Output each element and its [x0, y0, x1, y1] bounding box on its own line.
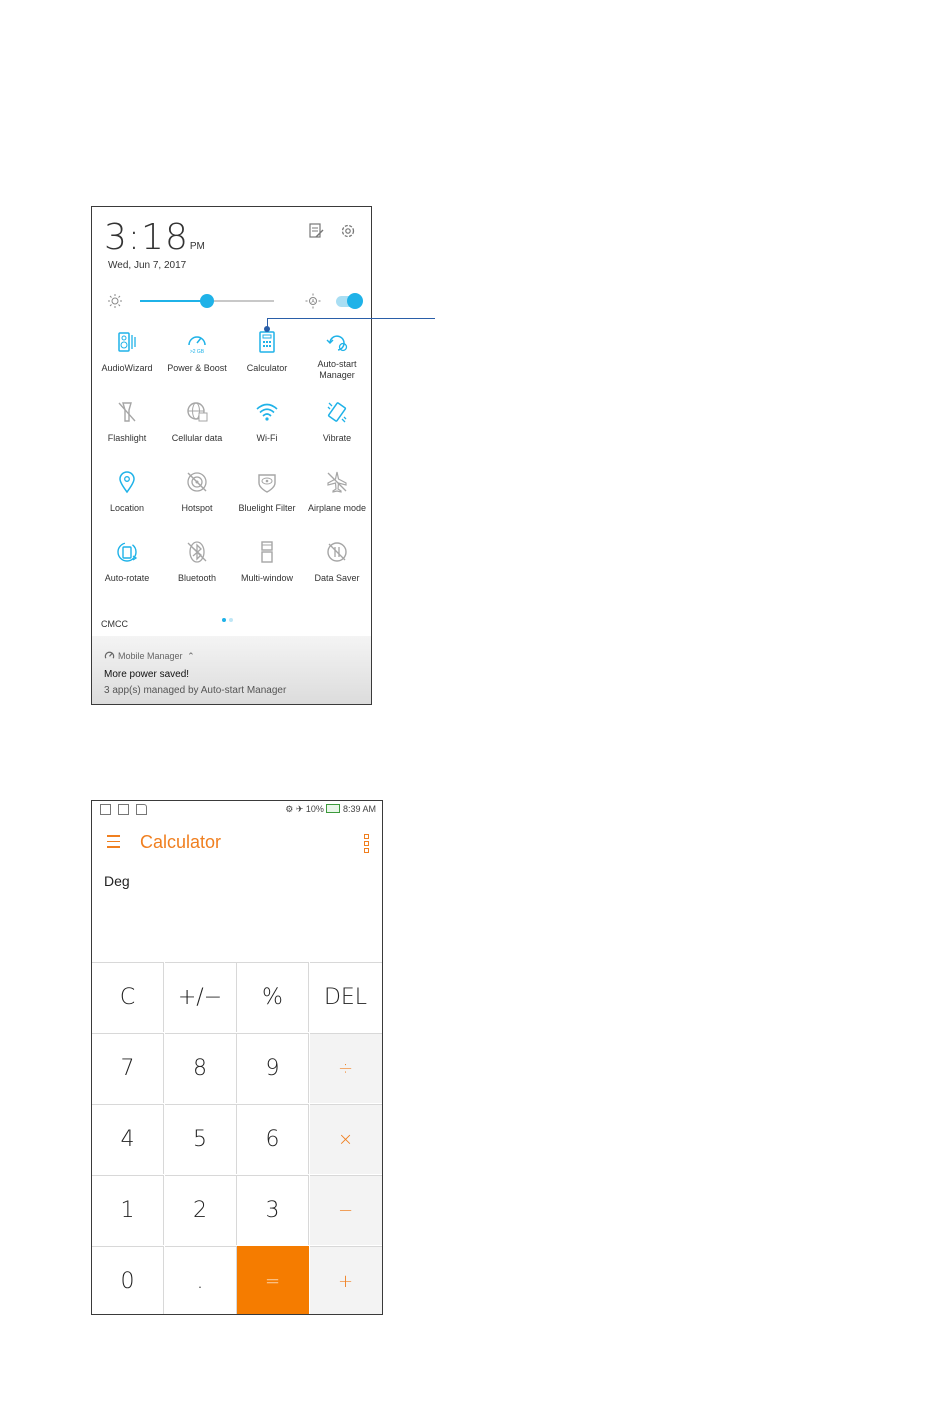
app-bar: [92, 829, 382, 859]
tile-bluetooth[interactable]: [162, 539, 232, 584]
tile-calculator[interactable]: [232, 329, 302, 374]
key-clear[interactable]: C: [92, 962, 164, 1032]
key-digit-9[interactable]: 9: [237, 1033, 309, 1103]
tile-autorotate[interactable]: [92, 539, 162, 584]
edit-tiles-icon[interactable]: [307, 222, 325, 240]
tile-vibrate[interactable]: [302, 399, 372, 444]
page-indicator: [222, 609, 236, 627]
sync-icon: ⚙: [285, 804, 294, 814]
tile-wifi[interactable]: [232, 399, 302, 444]
tile-label: Calculator: [246, 363, 288, 373]
callout-anchor: [264, 326, 270, 332]
airplane-icon: [324, 469, 350, 495]
tile-power-boost[interactable]: [162, 329, 232, 374]
gallery-icon: [118, 804, 129, 815]
key-minus[interactable]: −: [310, 1175, 382, 1245]
notification-title: More power saved!: [104, 669, 190, 680]
page-dot-active: [222, 618, 226, 622]
multiwindow-icon: [254, 539, 280, 565]
status-time: 8:39 AM: [342, 804, 376, 814]
tile-location[interactable]: [92, 469, 162, 514]
tile-label: Bluelight Filter: [238, 503, 296, 513]
app-notification-icon: [100, 804, 111, 815]
autostart-manager-icon: [324, 329, 350, 355]
tile-label: Flashlight: [107, 433, 147, 443]
tile-label: Hotspot: [181, 503, 213, 513]
tile-label: AudioWizard: [101, 363, 153, 373]
clock-ampm: PM: [189, 241, 205, 252]
sd-card-icon: [136, 804, 147, 815]
tile-label: Wi-Fi: [256, 433, 278, 443]
key-multiply[interactable]: ×: [310, 1104, 382, 1174]
app-title: Calculator: [140, 832, 222, 852]
brightness-slider-fill: [140, 300, 207, 302]
mobile-manager-icon: [104, 650, 115, 661]
tile-flashlight[interactable]: [92, 399, 162, 444]
page-dot: [229, 618, 233, 622]
key-digit-6[interactable]: 6: [237, 1104, 309, 1174]
brightness-low-icon: [107, 293, 123, 309]
audiowizard-icon: [114, 329, 140, 355]
hotspot-icon: [184, 469, 210, 495]
tile-label: Airplane mode: [307, 503, 367, 513]
key-digit-4[interactable]: 4: [92, 1104, 164, 1174]
key-digit-7[interactable]: 7: [92, 1033, 164, 1103]
key-digit-0[interactable]: 0: [92, 1246, 164, 1315]
tile-multiwindow[interactable]: [232, 539, 302, 584]
key-digit-8[interactable]: 8: [165, 1033, 237, 1103]
brightness-slider-handle[interactable]: [200, 294, 214, 308]
bluelight-filter-icon: [254, 469, 280, 495]
vibrate-icon: [324, 399, 350, 425]
tile-autostart-manager[interactable]: [302, 329, 372, 381]
tile-datasaver[interactable]: [302, 539, 372, 584]
status-system-icons: [285, 804, 376, 815]
brightness-row: [92, 290, 371, 312]
key-sign[interactable]: +/−: [165, 962, 237, 1032]
status-bar: [92, 801, 382, 819]
tile-label: Auto-rotate: [104, 573, 150, 583]
auto-brightness-toggle-knob[interactable]: [347, 293, 363, 309]
tile-label: Bluetooth: [177, 573, 217, 583]
calculator-app: [91, 800, 383, 1315]
tile-label: Cellular data: [171, 433, 223, 443]
auto-brightness-icon: [305, 293, 321, 309]
notification-body: 3 app(s) managed by Auto-start Manager: [104, 685, 287, 696]
key-digit-2[interactable]: 2: [165, 1175, 237, 1245]
key-plus[interactable]: +: [310, 1246, 382, 1315]
airplane-status-icon: ✈: [295, 804, 304, 814]
tile-bluelight-filter[interactable]: [232, 469, 302, 514]
tile-label: Location: [109, 503, 145, 513]
carrier-label: CMCC: [101, 619, 128, 629]
quick-settings-panel: [91, 206, 372, 705]
tile-label: Power & Boost: [167, 363, 227, 373]
autorotate-icon: [114, 539, 140, 565]
tile-airplane[interactable]: [302, 469, 372, 514]
date-label: Wed, Jun 7, 2017: [108, 260, 187, 271]
tile-label: Vibrate: [322, 433, 352, 443]
notification-card[interactable]: [92, 636, 371, 704]
power-boost-icon: [184, 329, 210, 355]
status-notification-icons: [100, 804, 154, 815]
tile-label: Multi-window: [240, 573, 293, 583]
chevron-up-icon[interactable]: ⌃: [187, 651, 195, 661]
datasaver-icon: [324, 539, 350, 565]
key-divide[interactable]: ÷: [310, 1033, 382, 1103]
hamburger-menu-icon[interactable]: [107, 835, 120, 849]
key-decimal[interactable]: .: [165, 1246, 237, 1315]
battery-icon: [326, 804, 340, 813]
key-digit-5[interactable]: 5: [165, 1104, 237, 1174]
location-icon: [114, 469, 140, 495]
keypad: [92, 962, 382, 1314]
tile-label: Data Saver: [314, 573, 360, 583]
tile-cellular-data[interactable]: [162, 399, 232, 444]
settings-gear-icon[interactable]: [339, 222, 357, 240]
bluetooth-icon: [184, 539, 210, 565]
key-percent[interactable]: %: [237, 962, 309, 1032]
svg-text:A: A: [311, 299, 315, 305]
flashlight-icon: [114, 399, 140, 425]
key-delete[interactable]: DEL: [310, 962, 382, 1032]
key-equals[interactable]: =: [237, 1246, 309, 1315]
svg-text:>2 GB: >2 GB: [189, 349, 205, 355]
clock: [104, 217, 205, 258]
calculator-icon: [254, 329, 280, 355]
notification-app-name: Mobile Manager: [118, 651, 183, 661]
key-digit-1[interactable]: 1: [92, 1175, 164, 1245]
clock-time: 3:18: [104, 217, 189, 258]
tile-audiowizard[interactable]: [92, 329, 162, 374]
tile-hotspot[interactable]: [162, 469, 232, 514]
angle-mode-label[interactable]: Deg: [104, 873, 130, 889]
more-options-icon[interactable]: [364, 834, 368, 855]
tile-label: Auto-start Manager: [317, 359, 357, 380]
callout-line: [267, 318, 435, 319]
cellular-data-icon: [184, 399, 210, 425]
battery-percent: 10%: [305, 804, 324, 814]
notification-header: [104, 650, 195, 662]
key-digit-3[interactable]: 3: [237, 1175, 309, 1245]
wifi-icon: [254, 399, 280, 425]
